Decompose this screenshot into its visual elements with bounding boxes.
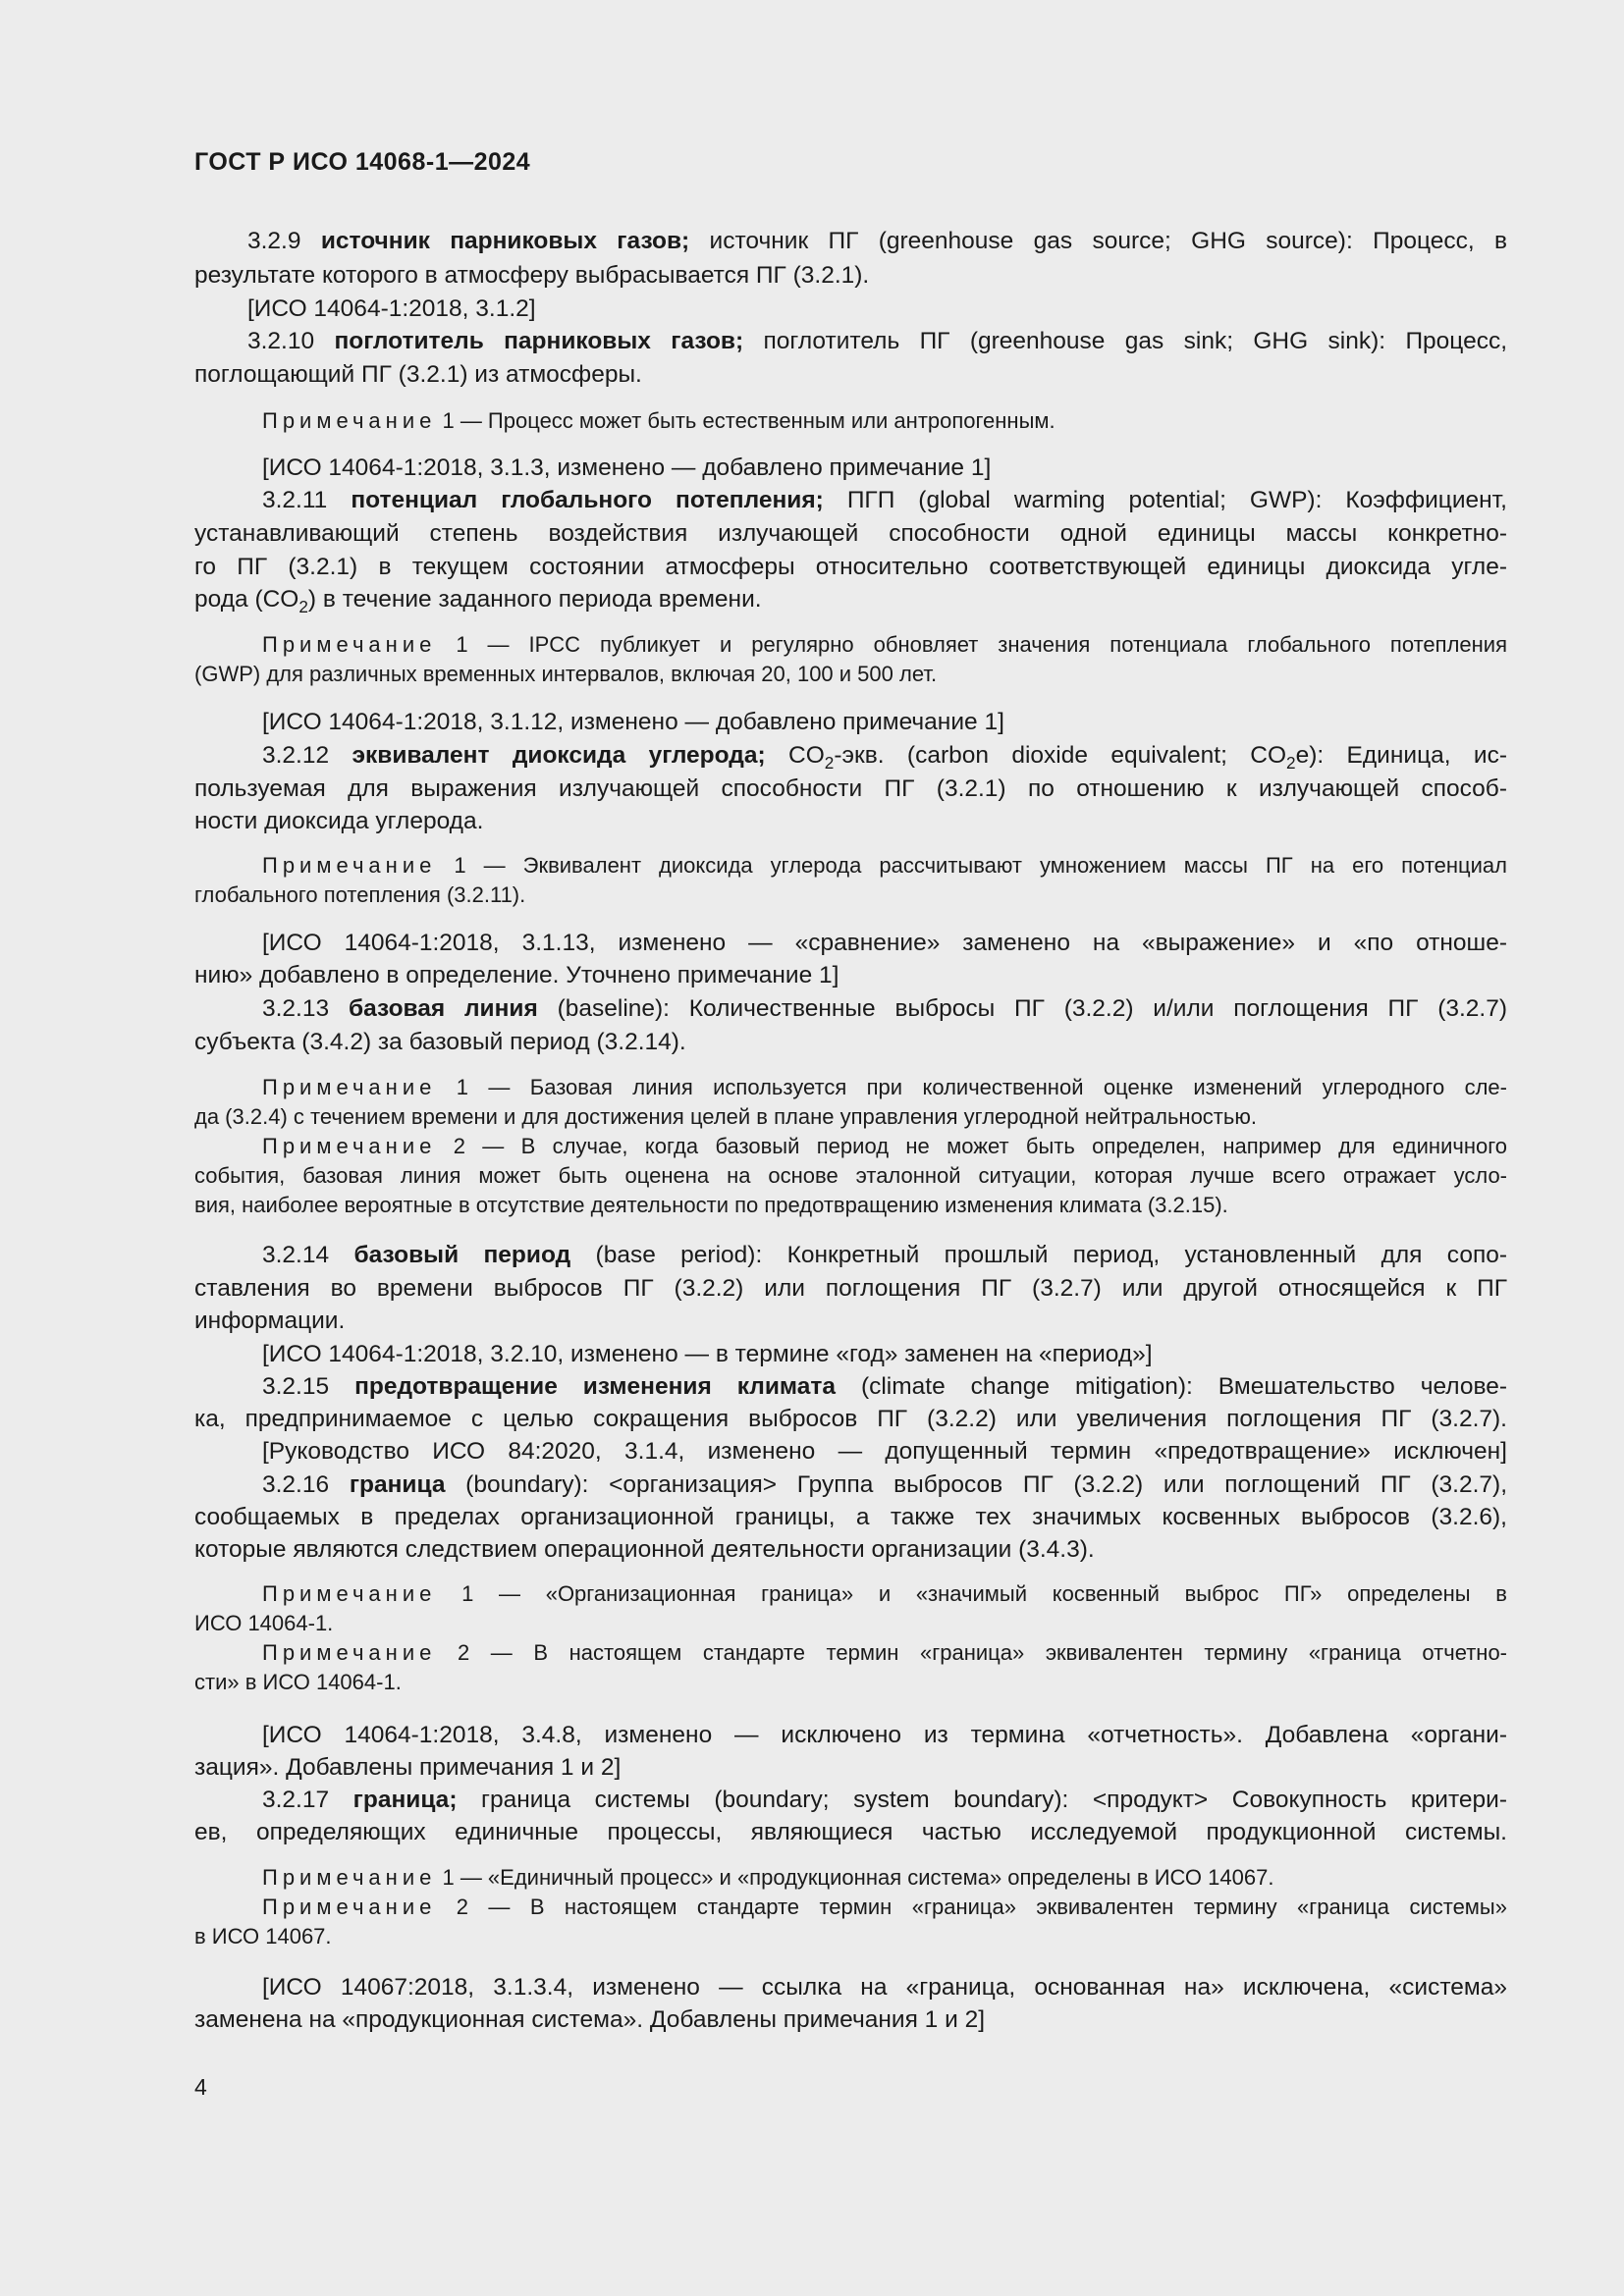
term-3-2-12-source-line-2: нию» добавлено в определение. Уточнено примечание 1] [194,962,839,988]
term-3-2-10-line-2: поглощающий ПГ (3.2.1) из атмосферы. [194,361,642,388]
term-3-2-13-line-2: субъекта (3.4.2) за базовый период (3.2.14). [194,1029,686,1055]
term-3-2-16-source-line-2: зация». Добавлены примечания 1 и 2] [194,1754,622,1781]
note-label: Примечание [262,1581,437,1606]
note-label: Примечание [262,1075,437,1099]
term-3-2-17-note-2-line-2: в ИСО 14067. [194,1924,332,1949]
term-3-2-16-line-2: сообщаемых в пределах организационной границы, а также тех значимых косвенных выбросов (3.2.6), [194,1504,1507,1530]
note-label: Примечание [262,1640,437,1665]
term-3-2-17-line-2: ев, определяющих единичные процессы, являющиеся частью исследуемой продукционной системы. [194,1819,1507,1845]
term-3-2-13-note-2-line-2: события, базовая линия может быть оценена на основе эталонной ситуации, которая лучше всего отражает усло- [194,1163,1507,1188]
term-3-2-13-note-2-line-3: вия, наиболее вероятные в отсутствие деятельности по предотвращению изменения климата (3.2.15). [194,1193,1228,1217]
term-3-2-17-note-1: Примечание 1 — «Единичный процесс» и «продукционная система» определены в ИСО 14067. [262,1865,1274,1890]
term-3-2-11-source: [ИСО 14064-1:2018, 3.1.12, изменено — добавлено примечание 1] [262,709,1004,735]
term-3-2-16-line-1: 3.2.16 граница (boundary): <организация> Группа выбросов ПГ (3.2.2) или поглощений ПГ (3.2.7), [262,1471,1507,1498]
term-3-2-16-source-line-1: [ИСО 14064-1:2018, 3.4.8, изменено — исключено из термина «отчетность». Добавлена «органи- [262,1722,1507,1748]
term-3-2-16-note-2-line-2: сти» в ИСО 14064-1. [194,1670,402,1694]
term-3-2-17-source-line-1: [ИСО 14067:2018, 3.1.3.4, изменено — ссылка на «граница, основанная на» исключена, «система» [262,1974,1507,2001]
term-3-2-12-line-2: пользуемая для выражения излучающей способности ПГ (3.2.1) по отношению к излучающей способ- [194,775,1507,802]
term-3-2-13-note-1-line-2: да (3.2.4) с течением времени и для достижения целей в плане управления углеродной нейтральностью. [194,1104,1257,1129]
term-3-2-12-source-line-1: [ИСО 14064-1:2018, 3.1.13, изменено — «сравнение» заменено на «выражение» и «по отноше- [262,930,1507,956]
note-label: Примечание [262,1895,437,1919]
term-3-2-11-line-3: го ПГ (3.2.1) в текущем состоянии атмосферы относительно соответствующей единицы диоксида угле- [194,554,1507,580]
term-3-2-10-note-1: Примечание 1 — Процесс может быть естественным или антропогенным. [262,408,1056,433]
term-3-2-15-line-2: ка, предпринимаемое с целью сокращения выбросов ПГ (3.2.2) или увеличения поглощения ПГ (3.2.7). [194,1406,1507,1432]
term-3-2-11-line-4: рода $(CO_2)$ в течение заданного периода времени. [194,586,762,616]
term-3-2-11-note-1-line-1: Примечание 1 — IPCC публикует и регулярно обновляет значения потенциала глобального потепления [262,632,1507,657]
term-3-2-16-note-1-line-1: Примечание 1 — «Организационная граница» и «значимый косвенный выброс ПГ» определены в [262,1581,1507,1606]
term-3-2-15-line-1: 3.2.15 предотвращение изменения климата (climate change mitigation): Вмешательство челове- [262,1373,1507,1400]
term-3-2-14-source: [ИСО 14064-1:2018, 3.2.10, изменено — в термине «год» заменен на «период»] [262,1341,1153,1367]
term-3-2-12-note-1-line-1: Примечание 1 — Эквивалент диоксида углерода рассчитывают умножением массы ПГ на его потенциал [262,853,1507,878]
term-3-2-16-note-1-line-2: ИСО 14064-1. [194,1611,334,1635]
term-3-2-10-line-1: 3.2.10 поглотитель парниковых газов; поглотитель ПГ (greenhouse gas sink; GHG sink): Процесс, [247,328,1507,354]
term-3-2-14-title: базовый период [353,1242,571,1268]
term-3-2-10-title: поглотитель парниковых газов; [334,328,744,354]
note-label: Примечание [262,1865,437,1890]
term-3-2-16-title: граница [349,1471,446,1498]
note-label: Примечание [262,853,437,878]
term-3-2-9-title: источник парниковых газов; [320,228,690,254]
term-3-2-11-line-2: устанавливающий степень воздействия излучающей способности одной единицы массы конкретно- [194,520,1507,547]
term-3-2-12-line-1: 3.2.12 эквивалент диоксида углерода; $CO_2$-экв. (carbon dioxide equivalent; $CO_2e$): Единица, ис- [262,742,1508,773]
term-3-2-12-title: эквивалент диоксида углерода; [352,742,766,769]
term-3-2-16-note-2-line-1: Примечание 2 — В настоящем стандарте термин «граница» эквивалентен термину «граница отчетно- [262,1640,1507,1665]
term-3-2-11-title: потенциал глобального потепления; [351,487,824,513]
term-3-2-11-note-1-line-2: (GWP) для различных временных интервалов, включая 20, 100 и 500 лет. [194,662,938,686]
term-3-2-14-line-2: ставления во времени выбросов ПГ (3.2.2) или поглощения ПГ (3.2.7) или другой относящейся к ПГ [194,1275,1507,1302]
term-3-2-9-line-2: результате которого в атмосферу выбрасывается ПГ (3.2.1). [194,262,870,289]
term-3-2-16-line-3: которые являются следствием операционной деятельности организации (3.4.3). [194,1536,1095,1563]
term-3-2-9-source: [ИСО 14064-1:2018, 3.1.2] [247,295,536,322]
note-label: Примечание [262,632,437,657]
term-3-2-15-source: [Руководство ИСО 84:2020, 3.1.4, изменено — допущенный термин «предотвращение» исключен] [262,1438,1507,1465]
term-3-2-13-note-1-line-1: Примечание 1 — Базовая линия используется при количественной оценке изменений углеродного сле- [262,1075,1507,1099]
term-3-2-14-line-1: 3.2.14 базовый период (base period): Конкретный прошлый период, установленный для сопо- [262,1242,1507,1268]
term-3-2-13-title: базовая линия [348,995,538,1022]
term-3-2-12-note-1-line-2: глобального потепления (3.2.11). [194,882,526,907]
term-3-2-13-line-1: 3.2.13 базовая линия (baseline): Количественные выбросы ПГ (3.2.2) и/или поглощения ПГ (3.2.7) [262,995,1508,1022]
term-3-2-13-note-2-line-1: Примечание 2 — В случае, когда базовый период не может быть определен, например для единичного [262,1134,1507,1158]
term-3-2-17-line-1: 3.2.17 граница; граница системы (boundary; system boundary): <продукт> Совокупность критери- [262,1787,1507,1813]
term-3-2-17-note-2-line-1: Примечание 2 — В настоящем стандарте термин «граница» эквивалентен термину «граница системы» [262,1895,1507,1919]
term-3-2-12-line-3: ности диоксида углерода. [194,808,484,834]
term-3-2-9-line-1: 3.2.9 источник парниковых газов; источник ПГ (greenhouse gas source; GHG source): Процесс, в [247,228,1507,254]
document-header-title: ГОСТ Р ИСО 14068-1—2024 [194,148,531,176]
term-3-2-10-source: [ИСО 14064-1:2018, 3.1.3, изменено — добавлено примечание 1] [262,454,992,481]
page-number: 4 [194,2074,207,2100]
note-label: Примечание [262,1134,437,1158]
note-label: Примечание [262,408,437,433]
term-3-2-15-title: предотвращение изменения климата [354,1373,836,1400]
term-3-2-11-line-1: 3.2.11 потенциал глобального потепления; ПГП (global warming potential; GWP): Коэффициент, [262,487,1507,513]
term-3-2-14-line-3: информации. [194,1308,346,1334]
term-3-2-17-title: граница; [352,1787,458,1813]
term-3-2-17-source-line-2: заменена на «продукционная система». Добавлены примечания 1 и 2] [194,2006,986,2033]
